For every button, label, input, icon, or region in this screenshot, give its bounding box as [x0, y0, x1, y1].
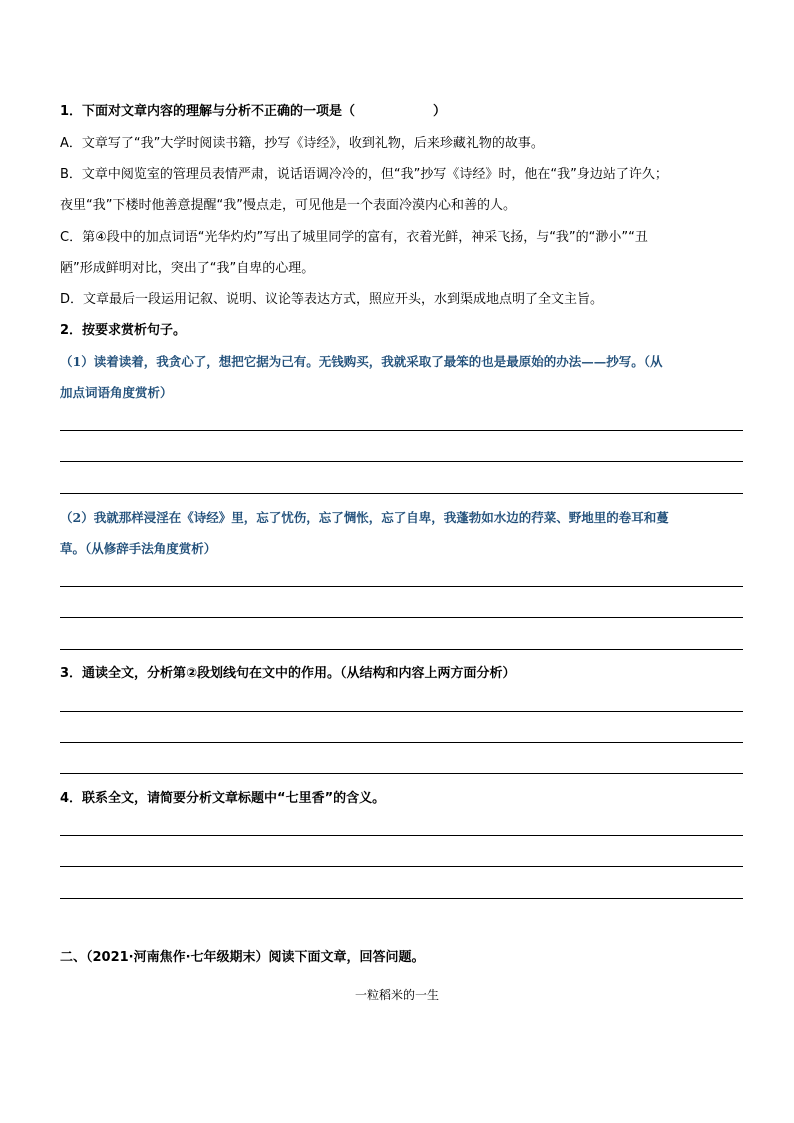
q2-stem: 2．按要求赏析句子。 — [60, 323, 187, 338]
answer-line — [60, 586, 743, 587]
answer-line — [60, 430, 743, 431]
answer-line — [60, 711, 743, 712]
answer-line — [60, 461, 743, 462]
q1-option-c-line1: C．第④段中的加点词语“光华灼灼”写出了城里同学的富有，衣着光鲜，神采飞扬，与“我”的“渺小”“丑 — [60, 230, 648, 245]
q1-option-d: D．文章最后一段运用记叙、说明、议论等表达方式，照应开头，水到渠成地点明了全文主旨。 — [60, 292, 604, 307]
q2-sub2-line1: （2）我就那样浸淫在《诗经》里，忘了忧伤，忘了惆怅，忘了自卑，我蓬勃如水边的荇菜、野地里的卷耳和蔓 — [60, 510, 669, 525]
q2-sub1-line2: 加点词语角度赏析） — [60, 385, 173, 400]
q3-stem: 3．通读全文，分析第②段划线句在文中的作用。（从结构和内容上两方面分析） — [60, 666, 516, 681]
answer-line — [60, 773, 743, 774]
q1-stem: 1．下面对文章内容的理解与分析不正确的一项是（ ） — [60, 104, 447, 119]
answer-line — [60, 617, 743, 618]
q1-option-b-line2: 夜里“我”下楼时他善意提醒“我”慢点走，可见他是一个表面冷漠内心和善的人。 — [60, 198, 516, 213]
q1-option-a: A．文章写了“我”大学时阅读书籍，抄写《诗经》，收到礼物，后来珍藏礼物的故事。 — [60, 136, 544, 151]
q1-option-b-line1: B．文章中阅览室的管理员表情严肃，说话语调冷冷的，但“我”抄写《诗经》时，他在“我”身边站了许久； — [60, 167, 668, 182]
q2-sub1-line1: （1）读着读着，我贪心了，想把它据为己有。无钱购买，我就采取了最笨的也是最原始的办法——抄写。（从 — [60, 354, 663, 369]
section2-heading: 二、（2021·河南焦作·七年级期末）阅读下面文章，回答问题。 — [60, 950, 425, 965]
q4-stem: 4．联系全文，请简要分析文章标题中“七里香”的含义。 — [60, 791, 386, 806]
answer-line — [60, 742, 743, 743]
answer-line — [60, 866, 743, 867]
q2-sub2-line2: 草。（从修辞手法角度赏析） — [60, 541, 217, 556]
answer-line — [60, 493, 743, 494]
q1-option-c-line2: 陋”形成鲜明对比，突出了“我”自卑的心理。 — [60, 261, 315, 276]
answer-line — [60, 835, 743, 836]
answer-line — [60, 898, 743, 899]
answer-line — [60, 649, 743, 650]
article-title: 一粒稻米的一生 — [354, 988, 439, 1002]
